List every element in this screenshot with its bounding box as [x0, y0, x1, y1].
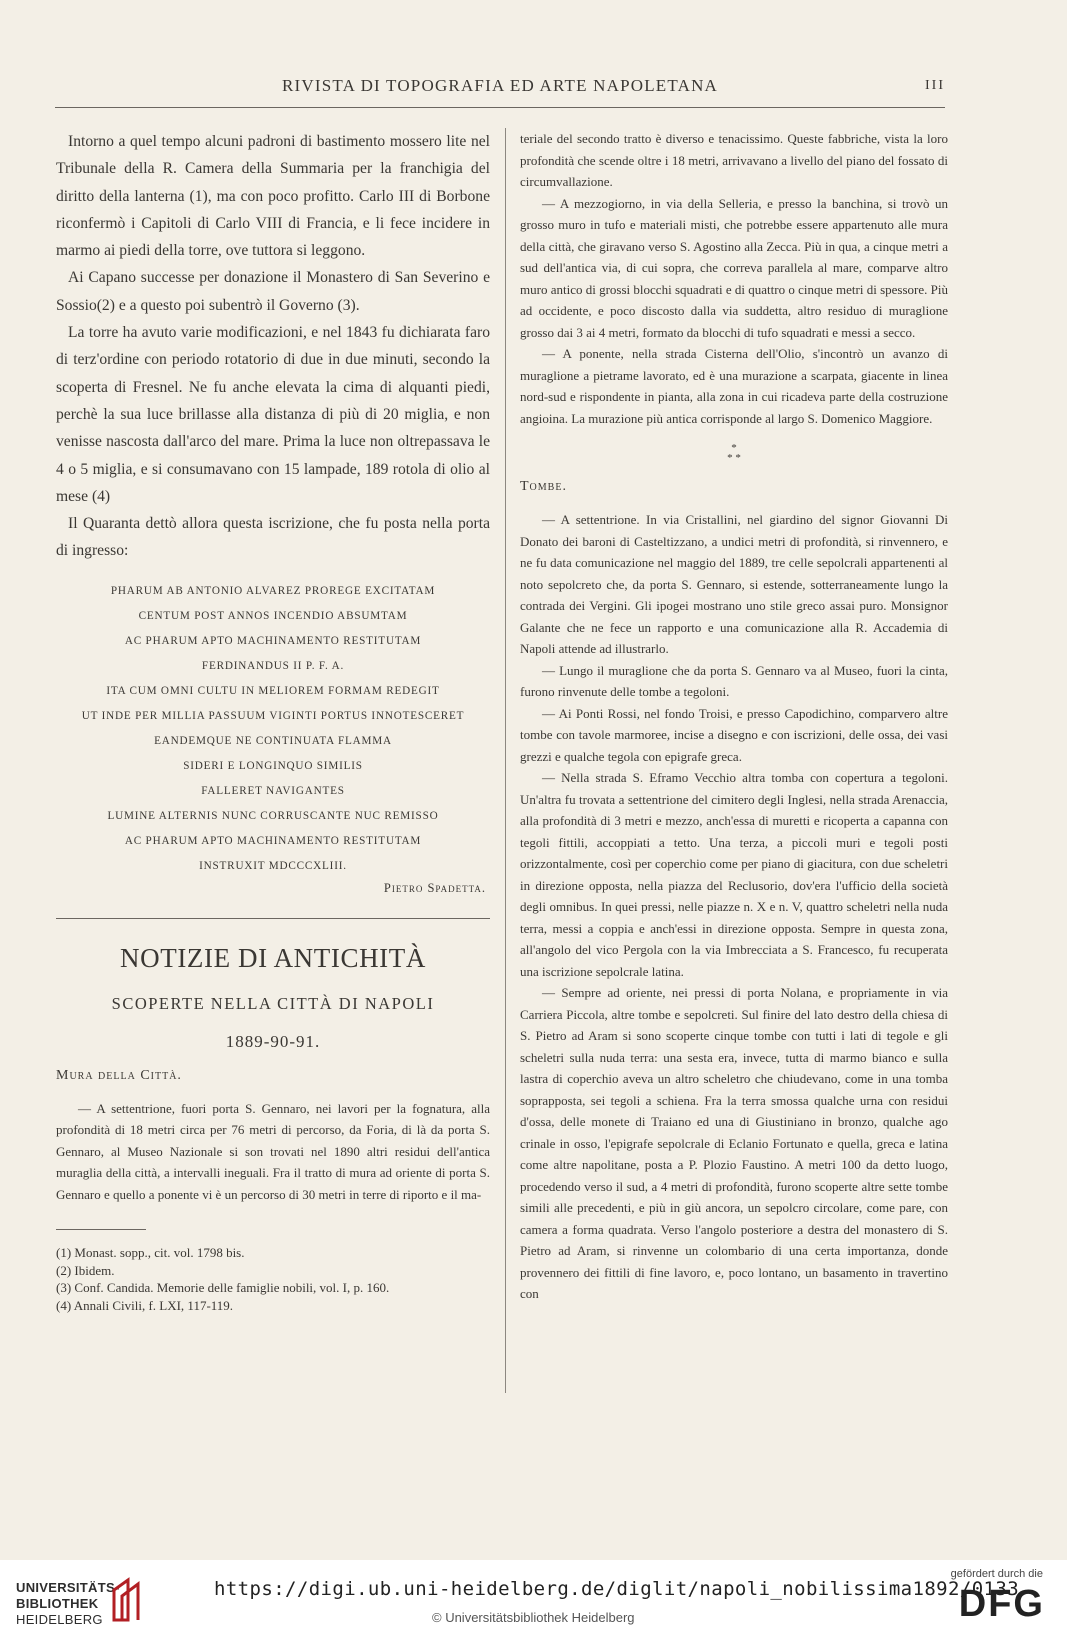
footnote: (2) Ibidem.: [56, 1262, 115, 1278]
paragraph-capano: Ai Capano successe per donazione il Monastero di San Severino e Sossio(2) e a questo poi subentrò il Governo (3).: [56, 269, 490, 314]
library-logo[interactable]: [16, 1580, 120, 1628]
paragraph-tombe-ponti-rossi: — Ai Ponti Rossi, nel fondo Troisi, e presso Capodichino, comparvero altre tombe con tavole marmoree, incise a disegno e con iscrizioni, delle ossa, dei vasi grezzi e qualche tegola con epigrafe greca.: [520, 705, 948, 764]
paragraph-tombe-muraglione: — Lungo il muraglione che da porta S. Gennaro va al Museo, fuori la cinta, furono rinvenute delle tombe a tegoloni.: [520, 662, 948, 699]
inscription-line: ITA CUM OMNI CULTU IN MELIOREM FORMAM REDEGIT: [106, 684, 440, 697]
inscription-line: EANDEMQUE NE CONTINUATA FLAMMA: [154, 734, 392, 747]
asterism-top: *: [731, 442, 737, 454]
inscription-line: AC PHARUM APTO MACHINAMENTO RESTITUTAM: [124, 834, 422, 847]
running-header: [55, 74, 945, 104]
paragraph-mura-ponente: — A ponente, nella strada Cisterna dell'Olio, s'incontrò un avanzo di muraglione a pietrame lavorato, ed è una murazione a scarpata, giacente in linea nord-sud e rispondente in pianta, alla zona in cui ricadeva parte della costruzione angioina. La murazione più antica corrisponde al largo S. Domenico Maggiore.: [520, 346, 948, 426]
paragraph-tombe-settentrione: — A settentrione. In via Cristallini, nel giardino del signor Giovanni Di Donato dei baroni di Casteltizzano, a undici metri di profondità, si rinvennero, e ne fu data comunicazione nel maggio del 1889, tre celle sepolcrali appartenenti al noto sepolcreto che, da porta S. Gennaro, si estende, sotterraneamente lungo la contrada dei Vergini. Gli ipogei mostrano uno stile greco assai puro. Monsignor Galante che ne fece un rapporto e una comunicazione alla R. Accademia di Napoli attende ad illustrarlo.: [520, 512, 948, 656]
right-column: [520, 128, 948, 1305]
inscription-line: LUMINE ALTERNIS NUNC CORRUSCANTE NUC REMISSO: [107, 809, 439, 822]
paragraph-mura-mezzogiorno: — A mezzogiorno, in via della Selleria, e presso la banchina, si trovò un grosso muro in tufo e materiali misti, che potrebbe essere appartenuto alle mura della città, che giravano verso S. Agostino alla Zecca. Più in qua, a cinque metri a sud dell'antica via, di cui sopra, che correva parallela al mare, comparve altro muro antico di grossi blocchi squadrati e di quattro o cinque metri di spessore. Più ad occidente, e poco discosto dalla via suddetta, altro residuo di muraglione grosso dai 3 ai 4 metri, formato da blocchi di tufo squadrati e messi a secco.: [520, 195, 948, 340]
article-title: NOTIZIE DI ANTICHITÀ: [120, 942, 426, 973]
footnote: (4) Annali Civili, f. LXI, 117-119.: [56, 1297, 234, 1313]
paragraph-mura-settentrione: — A settentrione, fuori porta S. Gennaro, nei lavori per la fognatura, alla profondità di 18 metri circa per 76 metri di percorso, da Foria, di là da porta S. Gennaro, al Museo Nazionale si son trovati nel 1890 altri residui dell'antica muraglia della città, a intervalli ineguali. Fra il tratto di mura ad oriente di porta S. Gennaro e quello a ponente vi è un percorso di 30 metri in terre di riporto e il ma-: [56, 1100, 490, 1202]
section-heading-mura: Mura della Città.: [56, 1067, 182, 1083]
section-separator: [56, 918, 490, 919]
library-name-line: BIBLIOTHEK: [16, 1596, 99, 1611]
inscription-line: SIDERI E LONGINQUO SIMILIS: [183, 759, 363, 772]
inscription-line: PHARUM AB ANTONIO ALVAREZ PROREGE EXCITATAM: [110, 584, 436, 597]
inscription-line: CENTUM POST ANNOS INCENDIO ABSUMTAM: [138, 609, 408, 622]
inscription-line: AC PHARUM APTO MACHINAMENTO RESTITUTAM: [124, 634, 422, 647]
paragraph-tombe-oriente: — Sempre ad oriente, nei pressi di porta Nolana, e propriamente in via Carriera Piccola, altre tombe e sepolcreti. Sul finire del lato destro della chiesa di S. Pietro ad Aram si sono scoperte cinque tombe con tutti i lati di tegole e gli scheletri sulla nuda terra: una sesta era, invece, tutta di marmo bianco e sulla lastra di coperchio aveva un altro scheletro che chiudevano, come in una tomba soprapposta, sei tegoli a schiena. Fra la terra smossa qualche urna con residui d'ossa, delle monete di Traiano ed una di Giustiniano in bronzo, qualche ago crinale in osso, l'epigrafe sepolcrale di Eclanio Fortunato e quella, greca e latina come altre napolitane, posta a P. Plozio Faustino. A metri 100 da detto luogo, procedendo verso il sud, a 4 metri di profondità, furono scoperte altre sette tombe simili alle precedenti, e più in giù ancora, un sepolcro circolare, come pare, con camera a forma quadrata. Verso l'angolo posteriore a destra del monastero di S. Pietro ad Aram, si rinvenne un colombario di una certa importanza, donde provennero dei fittili di fine lavoro, e, poco lontano, un basamento in travertino con: [520, 985, 948, 1301]
footnote-rule: [56, 1229, 146, 1230]
dfg-logo[interactable]: DFG: [958, 1583, 1045, 1625]
paragraph-mura-continued: teriale del secondo tratto è diverso e tenacissimo. Queste fabbriche, vista la loro profondità che scende oltre i 18 metri, arrivavano a livello del piano del fossato di circumvallazione.: [520, 131, 948, 189]
author-signature: Pietro Spadetta.: [383, 880, 486, 895]
footnote: (1) Monast. sopp., cit. vol. 1798 bis.: [56, 1245, 245, 1261]
section-heading-tombe: Tombe.: [520, 479, 567, 494]
paragraph-quaranta: Il Quaranta dettò allora questa iscrizione, che fu posta nella porta di ingresso:: [56, 515, 490, 560]
inscription-line: FERDINANDUS II P. F. A.: [201, 659, 345, 672]
left-column: [56, 128, 490, 1314]
paragraph-tombe-eframo: — Nella strada S. Eframo Vecchio altra tomba con copertura a tegoloni. Un'altra fu trovata a settentrione del cimitero degli Inglesi, nella strada Arenaccia, alla profondità di 3 metri e mezzo, anch'essa di muretti e ricoperta a capanna con tegoli fittili, accoppiati a tetto. Una terza, a piccoli muri e tegoli posti orizzontalmente, così per coperchio come per piano di giacitura, con due scheletri in direzione opposta, nella piazza del Reclusorio, dov'era l'ufficio della società degli omnibus. In quei pressi, nelle piazze n. X e n. V, quattro scheletri nella nuda terra, messi a coppia e anch'essi in direzione opposta. Sempre in questa zona, all'angolo del vico Pergola con la via Imbrecciata a S. Francesco, fu recuperata una iscrizione sepolcrale latina.: [520, 770, 948, 979]
paragraph-lanterna: Intorno a quel tempo alcuni padroni di bastimento mossero lite nel Tribunale della R. Camera della Summaria per la franchigia del diritto della lanterna (1), ma con poco profitto. Carlo III di Borbone riconfermò i Capitoli di Carlo VIII di Francia, e li fece incidere in marmo ai piedi della torre, ove tuttora si leggono.: [56, 133, 490, 260]
copyright-notice: © Universitätsbibliothek Heidelberg: [432, 1610, 635, 1625]
inscription-line: FALLERET NAVIGANTES: [201, 784, 345, 797]
page-number: III: [925, 78, 945, 93]
library-name-line: HEIDELBERG: [16, 1612, 103, 1627]
latin-inscription: [56, 579, 490, 879]
article-years: 1889-90-91.: [225, 1031, 321, 1051]
library-name-line: UNIVERSITÄTS-: [16, 1580, 120, 1595]
permalink-url[interactable]: https://digi.ub.uni-heidelberg.de/diglit/napoli_nobilissima1892/0133: [214, 1578, 1020, 1600]
digitization-footer: [0, 1560, 1067, 1637]
column-divider: [505, 128, 506, 1393]
header-rule: [55, 107, 945, 108]
inscription-line: UT INDE PER MILLIA PASSUUM VIGINTI PORTUS INNOTESCERET: [81, 709, 465, 722]
asterism: [520, 443, 948, 463]
footnotes: [56, 1244, 490, 1314]
paragraph-torre: La torre ha avuto varie modificazioni, e nel 1843 fu dichiarata faro di terz'ordine con periodo rotatorio di due in due minuti, secondo la scoperta di Fresnel. Ne fu anche elevata la cima di alquanti piedi, perchè la sua luce brillasse alla distanza di più di 20 miglia, e non venisse nascosta dall'arco del mare. Prima la luce non oltrepassava le 4 o 5 miglia, e si consumavano con 15 lampade, 189 rotola di olio al mese (4): [56, 324, 490, 505]
library-emblem-icon: [108, 1576, 150, 1622]
funding-label: gefördert durch die: [950, 1568, 1043, 1580]
journal-title: RIVISTA DI TOPOGRAFIA ED ARTE NAPOLETANA: [281, 76, 719, 95]
asterism-bottom: * *: [727, 452, 741, 464]
inscription-line: INSTRUXIT MDCCCXLIII.: [199, 859, 347, 872]
article-subtitle: SCOPERTE NELLA CITTÀ DI NAPOLI: [111, 993, 435, 1013]
footnote: (3) Conf. Candida. Memorie delle famiglie nobili, vol. I, p. 160.: [56, 1280, 390, 1296]
